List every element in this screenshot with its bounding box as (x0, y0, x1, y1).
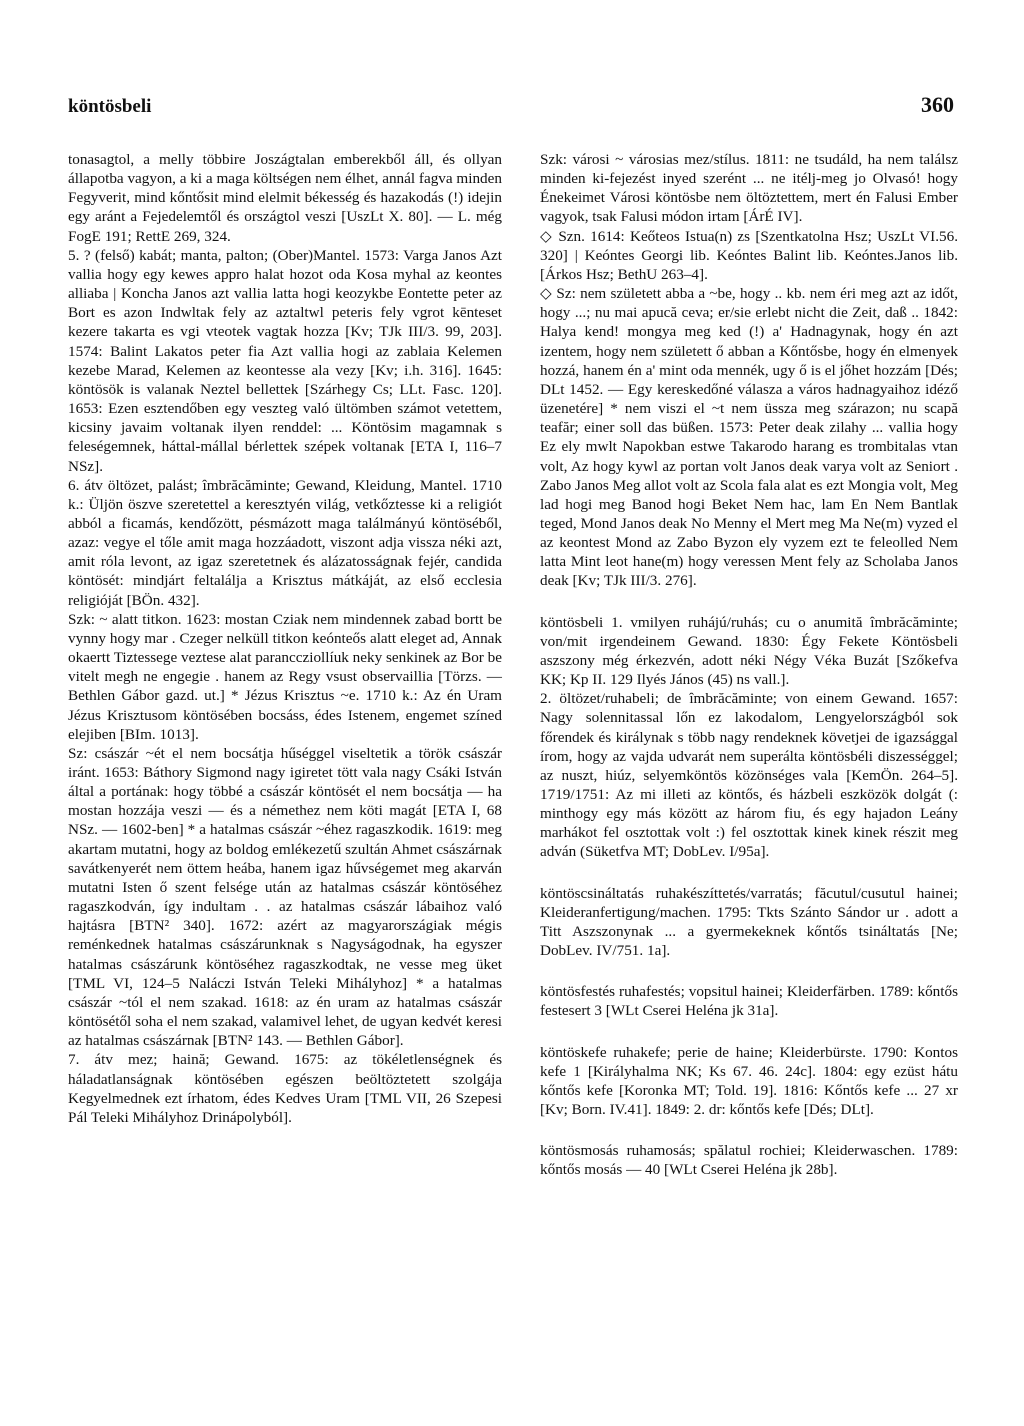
entry-köntöskefe: köntöskefe ruhakefe; perie de haine; Kleiderbürste. 1790: Kontos kefe 1 [Királyhalma NK; Ks 67. 46. 24c]. 1804: egy ezüst hátu kőntős kefe [Koronka MT; Told. 19]. 1816: Kőntős kefe ... 27 xr [Kv; Born. IV.41]. 1849: 2. dr: kőntős kefe [Dés; DLt]. (540, 1043, 958, 1119)
entry-köntösfestés: köntösfestés ruhafestés; vopsitul hainei; Kleiderfärben. 1789: kőntős festesert 3 [WLt Cserei Heléna jk 31a]. (540, 983, 958, 1020)
running-headword: köntösbeli (68, 96, 152, 117)
entry-paragraph: 5. ? (felső) kabát; manta, palton; (Ober)Mantel. 1573: Varga Janos Azt vallia hogy egy kewes appro halat hozot oda Kosa myhal az keontes alliaba | Koncha Janos azt vallia latta hogi keozykbe Eontette peter az Bort es azon Indwltak fely az aztaltwl peteris fely vgrot kēnteset kezere takarta es vgi vteotek vagtak hozza [Kv; TJk III/3. 99, 203]. 1574: Balint Lakatos peter fia Azt vallia hogi az zablaia Kelemen kezebe Marad, Kelemen az keontesse ala vezy [Kv; i.h. 316]. 1645: köntösök is valanak Neztel bellettek [Szárhegy Cs; LLt. Fasc. 120]. 1653: Ezen esztendőben egy veszteg való ültömben számot vetettem, kicsiny javaim voltanak ilyen renddel: ... Köntösim magamnak s feleségemnek, háttal-mállal bérlettek szépek voltanak [ETA I, 116–7 NSz]. (68, 246, 502, 475)
entry-paragraph: 7. átv mez; haină; Gewand. 1675: az tökéletlenségnek és háladatlanságnak köntösében egészen beöltöztetett szolgája Kegyelmednek ezt írhatom, édes Kedves Uram [TML VII, 26 Szepesi Pál Teleki Mihályhoz Drinápolyból]. (68, 1051, 502, 1126)
entry-paragraph: tonasagtol, a melly többire Joszágtalan emberekből áll, és ollyan állapotba vagyon, a ki a maga költségen nem élhet, annál fagva minden Fegyverit, mind kőntősit mind elelmit békesség és hazakodás (!) idejin egy aránt a Fejedelemtől és országtol veszi [UszLt X. 80]. — L. még FogE 191; RettE 269, 324. (68, 151, 502, 245)
entry-köntöscsináltatás: köntöscsináltatás ruhakészíttetés/varratás; făcutul/cusutul hainei; Kleideranfertigung/machen. 1795: Tkts Szánto Sándor ur . adott a Titt Aszszonynak ... a gyermekeknek kőntős tsináltatás [Ne; DobLev. IV/751. 1a]. (540, 884, 958, 960)
entry-paragraph: Szk: ~ alatt titkon. 1623: mostan Cziak nem mindennek zabad bortt be vynny hogy mar . Czeger nelküll titkon keónteős alatt eleget ad, Annak okaertt Tiztessege veztese alat paranccziollíuk neky senkinek az Bor be vitelt megh ne engegie . hanem az Regy vsust observaillia [Törzs. — Bethlen Gábor gazd. ut.] * Jézus Krisztus ~e. 1710 k.: Az én Uram Jézus Krisztusom köntösében bocsáss, édes Istenem, engemet színed elejiben [BIm. 1013]. (68, 610, 502, 743)
entry-paragraph: Szk: városi ~ városias mez/stílus. 1811: ne tsudáld, ha nem találsz minden ki-fejezést inyed szerént ... ne itélj-meg jo Olvasó! hogy Énekeimet Városi köntösbe nem öltöztettem, mert én Falusi Ember vagyok, tsak Falusi módon irtam [ÁrÉ IV]. (540, 151, 958, 226)
running-head (68, 92, 954, 118)
entry-köntösmosás: köntösmosás ruhamosás; spălatul rochiei; Kleiderwaschen. 1789: kőntős mosás — 40 [WLt Cserei Heléna jk 28b]. (540, 1142, 958, 1179)
left-column (68, 150, 502, 1127)
entry-paragraph: ◇ Szn. 1614: Keőteos Istua(n) zs [Szentkatolna Hsz; UszLt VI.56. 320] | Keóntes Georgi lib. Keóntes Balint lib. Keóntes.Janos lib. [Árkos Hsz; BethU 263–4]. (540, 227, 958, 283)
entry-paragraph: 2. öltözet/ruhabeli; de îmbrăcăminte; von einem Gewand. 1657: Nagy solennitassal lőn ez lakodalom, Lengyelországból sok főrendek és királynak s több nagy rendeknek követjei de igazsággal írom, hogy az vajda udvarát nem superálta köntösbéli diszességgel; az nuszt, hiúz, selyemköntös közönséges vala [KemÖn. 264–5]. 1719/1751: Az mi illeti az köntős, és házbeli eszközök dolgát (: minthogy egy más között az három fiu, és egy hajadon Leány marhákot fel osztottak volt :) fel osztottak kinek kinek részit meg adván (Süketfva MT; DobLev. I/95a]. (540, 690, 958, 861)
entry-paragraph: Sz: császár ~ét el nem bocsátja hűséggel viseltetik a török császár iránt. 1653: Báthory Sigmond nagy igiretet tött vala nagy Csáki István által a portának: hogy többé a császár köntösét el nem bocsátja — ha mostan hozzája veszi — és a némethez nem köti magát [ETA I, 68 NSz. — 1602-ben] * a hatalmas császár ~éhez ragaszkodik. 1619: meg akartam mutatni, hogy az boldog emlékezetű szultán Ahmet császárnak savátkenyerét nem öttem heába, hanem igaz hűvségemet meg akarván mutatni Isten ő szent felsége után az hatalmas császár köntöséhez ragaszkodván, így indultam . . az hatalmas császár lábaihoz való hajtásra [BTN² 340]. 1672: azért az magyarországiak mégis reménkednek hatalmas császárunknak s Nagyságodnak, ha egyszer hatalmas császárunk köntöséhez ragaszkodtak, ne vesse meg üket [TML VI, 124–5 Naláczi István Teleki Mihályhoz] * a hatalmas császár ~tól el nem szakad. 1618: az én uram az hatalmas császár köntösétől soha el nem szakad, valamivel lehet, de ugyan kedvét keresi az hatalmas császárnak [BTN² 143. — Bethlen Gábor]. (68, 744, 502, 1050)
right-column (540, 150, 958, 1180)
entry-paragraph: 6. átv öltözet, palást; îmbrăcăminte; Gewand, Kleidung, Mantel. 1710 k.: Üljön öszve szeretettel a keresztyén világ, vetkőztesse ki a religiót abból a ficamás, kendőzött, pésmázott maga találmányú köntöséből, azaz: vegye el tőle amit maga hozzáadott, viszont adja vissza néki azt, amit róla levont, az igaz szeretetnek és alázatosságnak fejér, candida köntösét: mindjárt feltalálja a Krisztus mátkáját, az első ecclesia religióját [BÖn. 432]. (68, 476, 502, 609)
page-number: 360 (921, 92, 954, 117)
entry-köntösbeli: köntösbeli 1. vmilyen ruhájú/ruhás; cu o anumită îmbrăcăminte; von/mit irgendeinem Gewand. 1830: Égy Fekete Köntösbeli aszszony még érkezvén, adott néki Négy Véka Buzát [Szőkefva KK; Kp II. 129 Ilyés János (45) ns vall.]. (540, 613, 958, 689)
entry-paragraph: ◇ Sz: nem született abba a ~be, hogy .. kb. nem éri meg azt az időt, hogy ...; nu mai apucă ceva; er/sie erlebt nicht die Zeit, daß .. 1842: Halya kend! mongya meg ked (!) a' Hadnagynak, hogy én azt izentem, hogy nem született ő abban a Kőntősbe, hogy én elmenyek hozzá, hanem én a' mint oda mennék, ugy ő is el jőhet hozzám [Dés; DLt 1452. — Egy kereskedőné válasza a város hadnagyaihoz idéző üzenetére] * nem viszi el ~t nem üssza meg szárazon; nu scapă teafăr; einer soll das büßen. 1573: Peter deak zilahy ... vallia hogy Ez ely mwlt Napokban estwe Takarodo harang es trombitalas vtan volt, Az hogy kywl az portan volt Janos deak varya volt az Seniort . Zabo Janos Meg allot volt az Scola fala alat es ezt Mongia volt, Meg lad hogi meg Banod hogi Beket Nem hac, lam En Nem Bantlak teged, Mond Janos deak No Menny el Mert meg Ma Ne(m) vyzed el az keontest Mond az Zabo Byzon ely vyzem ezt te feleolled Nem latta Mint leot hane(m) hogy veressen Ment fely az Scholaba Janos deak [Kv; TJk III/3. 276]. (540, 285, 958, 590)
